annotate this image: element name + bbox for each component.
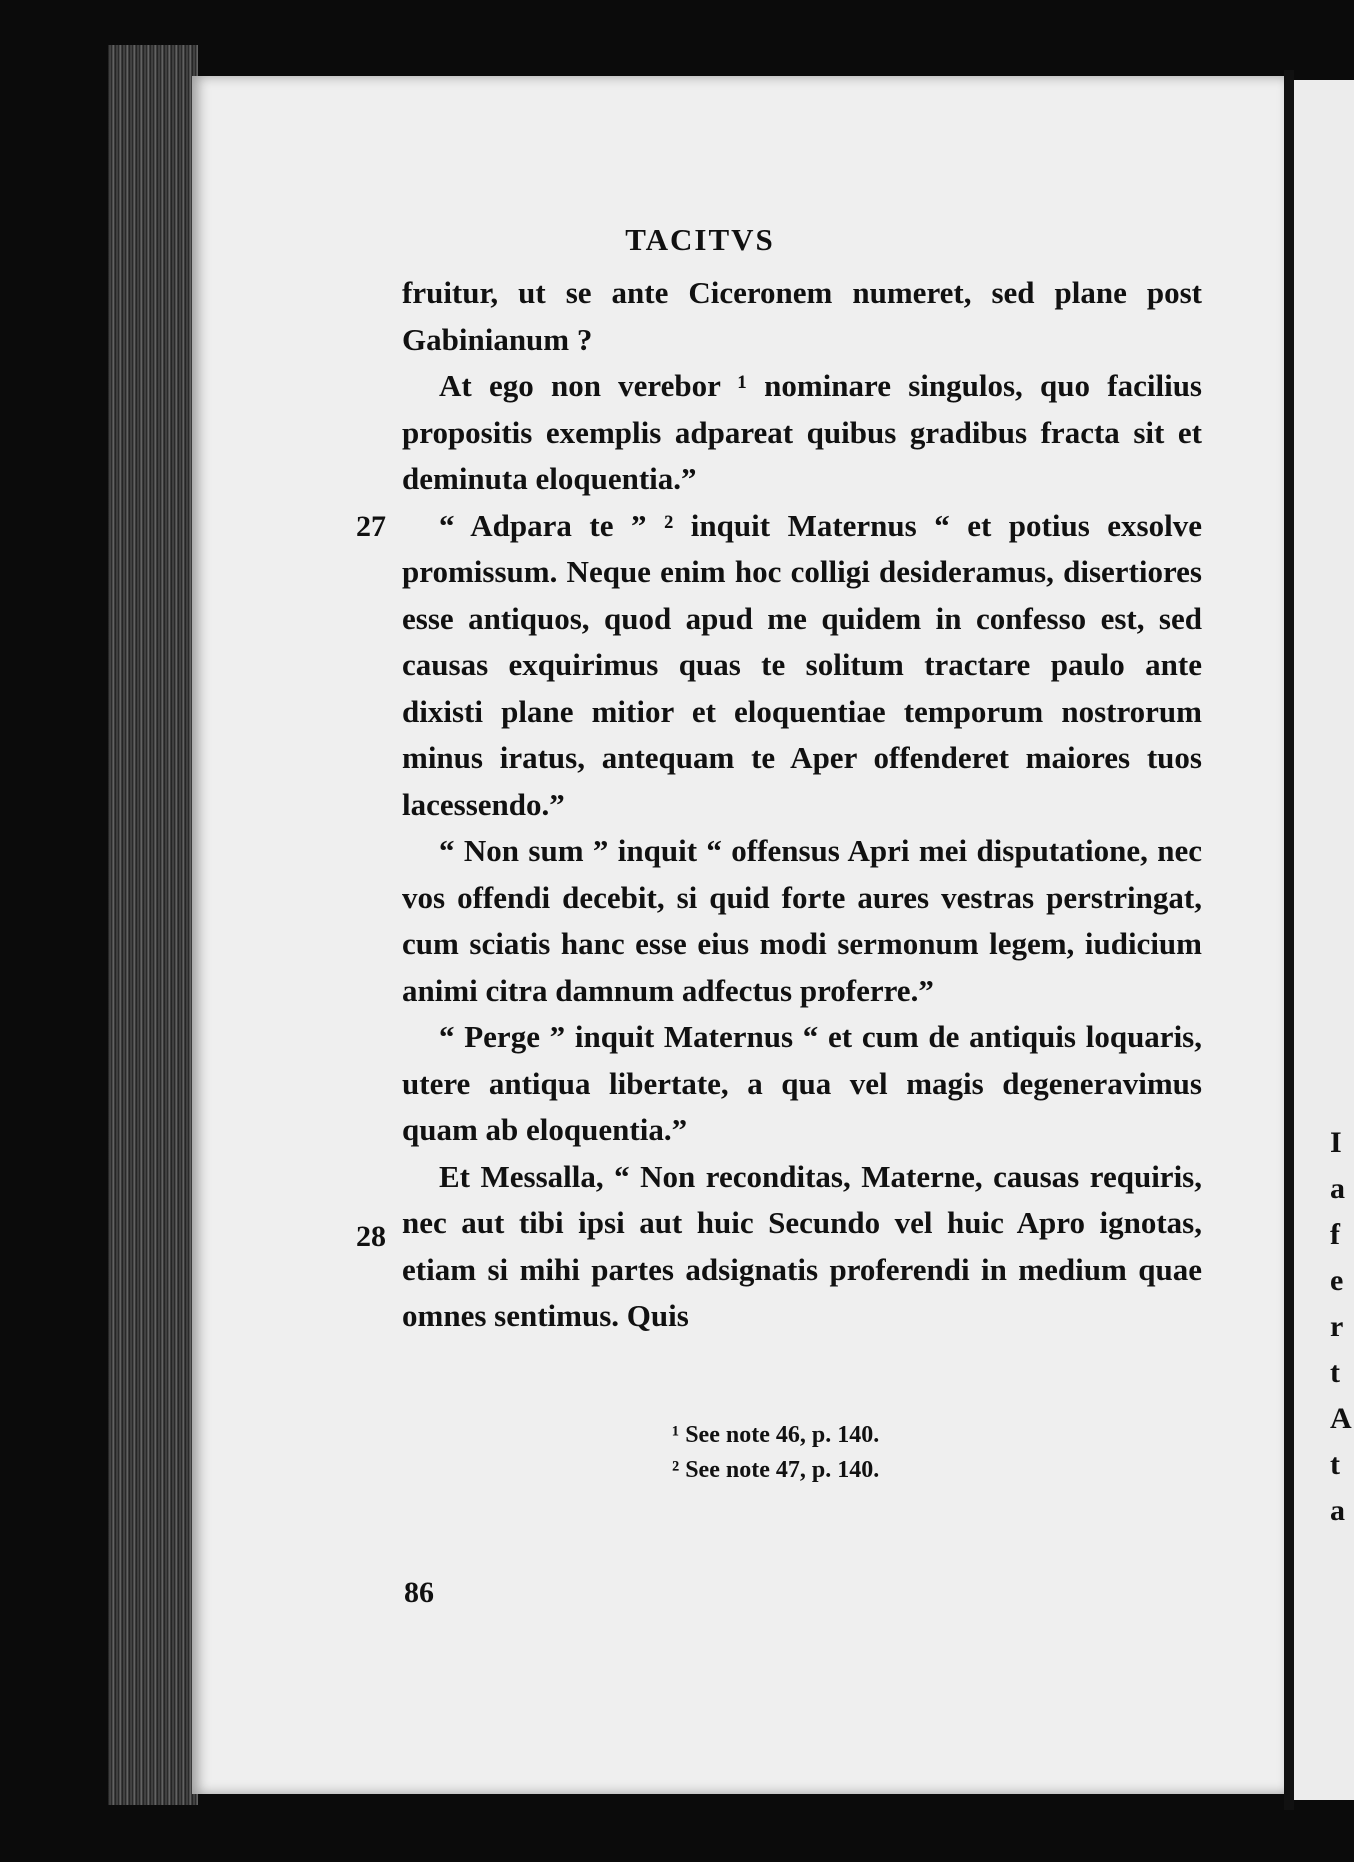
paragraph: fruitur, ut se ante Ciceronem numeret, sed plane post Gabinianum ? [402,275,1202,357]
page-number: 86 [404,1576,434,1609]
footnote: ² See note 47, p. 140. [672,1457,880,1483]
footnote: ¹ See note 46, p. 140. [672,1422,880,1448]
section-number-27: 27 [356,510,386,543]
facing-page-edge [1294,80,1354,1800]
book-spine-edge [108,45,198,1805]
running-head: TACITVS [625,222,775,257]
body-text [402,270,1202,1340]
paragraph: “ Perge ” inquit Maternus “ et cum de antiquis loquaris, utere antiqua libertate, a qua vel magis degeneravimus quam ab eloquentia.” [402,1019,1202,1147]
section-number-28: 28 [356,1220,386,1253]
paragraph: “ Non sum ” inquit “ offensus Apri mei disputatione, nec vos offendi decebit, si quid forte aures vestras perstringat, cum sciatis hanc esse eius modi sermonum legem, iudicium animi citra damnum adfectus proferre.” [402,833,1202,1008]
facing-page-letters: I a f e r t A t a [1330,1126,1352,1527]
page-gutter [1284,70,1294,1810]
paragraph: “ Adpara te ” ² inquit Maternus “ et potius exsolve promissum. Neque enim hoc colligi desideramus, disertiores esse antiquos, quod apud me quidem in confesso est, sed causas exquirimus quas te solitum tractare paulo ante dixisti plane mitior et eloquentiae temporum nostrorum minus iratus, antequam te Aper offenderet maiores tuos lacessendo.” [402,507,1202,822]
footnotes [672,1418,879,1488]
paragraph: Et Messalla, “ Non reconditas, Materne, causas requiris, nec aut tibi ipsi aut huic Secundo vel huic Apro ignotas, etiam si mihi partes adsignatis proferendi in medium quae omnes sentimus. Quis [402,1158,1202,1333]
paragraph: At ego non verebor ¹ nominare singulos, quo facilius propositis exemplis adpareat quibus gradibus fracta sit et deminuta eloquentia.” [402,368,1202,496]
